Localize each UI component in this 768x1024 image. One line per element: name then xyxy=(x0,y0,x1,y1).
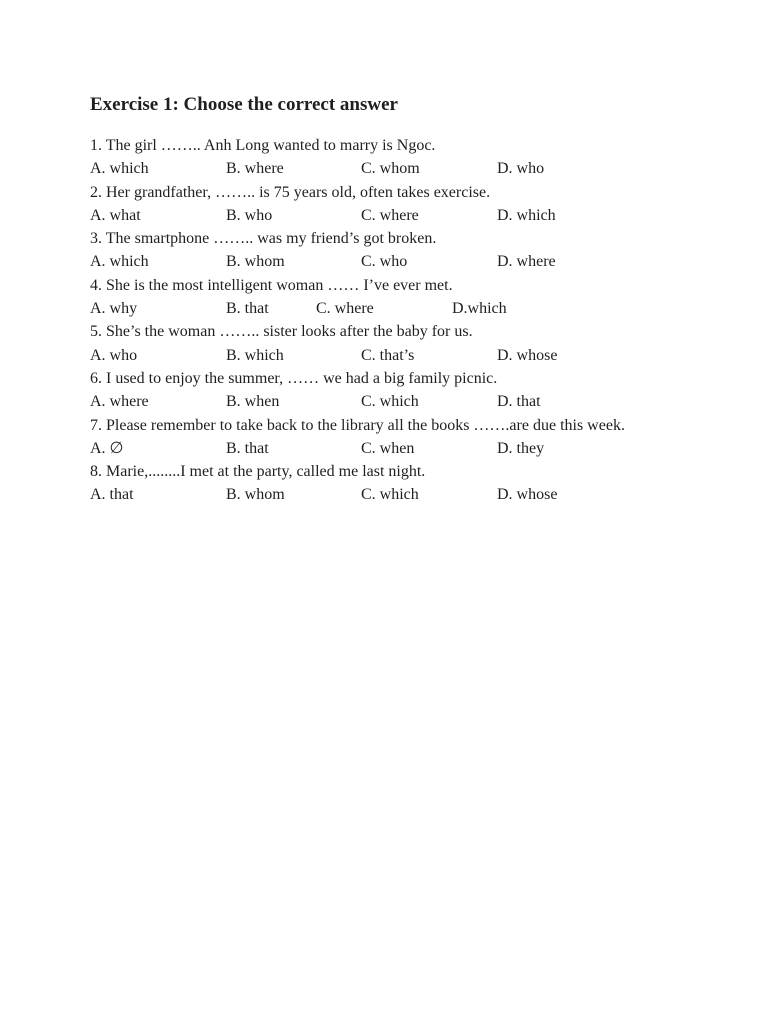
option-d: D. who xyxy=(497,160,545,178)
option-c: C. where xyxy=(316,300,374,318)
question-2 xyxy=(90,181,710,228)
question-text: 1. The girl …….. Anh Long wanted to marry is Ngoc. xyxy=(90,137,436,154)
option-b: B. when xyxy=(226,393,280,411)
question-text: 3. The smartphone …….. was my friend’s got broken. xyxy=(90,230,437,248)
question-1 xyxy=(90,134,710,181)
question-4 xyxy=(90,274,710,321)
option-c: C. when xyxy=(361,439,415,457)
option-d: D.which xyxy=(452,300,507,318)
option-b: B. that xyxy=(226,300,269,318)
question-7 xyxy=(90,414,710,461)
option-c: C. who xyxy=(361,253,408,271)
answer-options xyxy=(90,483,710,506)
question-8 xyxy=(90,460,710,507)
answer-options xyxy=(90,390,710,413)
option-c: C. which xyxy=(361,393,419,411)
option-c: C. whom xyxy=(361,160,420,178)
question-text: 6. I used to enjoy the summer, …… we had a big family picnic. xyxy=(90,369,498,387)
option-d: D. where xyxy=(497,253,556,271)
option-a: A. where xyxy=(90,393,149,411)
option-c: C. that’s xyxy=(361,346,415,364)
answer-options xyxy=(90,204,710,227)
answer-options xyxy=(90,437,710,460)
option-c: C. where xyxy=(361,206,419,224)
option-b: B. that xyxy=(226,439,269,457)
option-a: A. ∅ xyxy=(90,439,124,457)
answer-options xyxy=(90,250,710,273)
option-d: D. whose xyxy=(497,486,558,504)
option-c: C. which xyxy=(361,486,419,504)
option-a: A. why xyxy=(90,300,138,318)
question-text: 5. She’s the woman …….. sister looks after the baby for us. xyxy=(90,323,473,341)
question-5 xyxy=(90,320,710,367)
option-d: D. that xyxy=(497,393,541,411)
question-text: 8. Marie,........I met at the party, called me last night. xyxy=(90,463,426,481)
exercise-title: Exercise 1: Choose the correct answer xyxy=(90,94,398,115)
option-d: D. whose xyxy=(497,346,558,364)
question-6 xyxy=(90,367,710,414)
option-b: B. which xyxy=(226,346,284,364)
option-a: A. what xyxy=(90,206,141,224)
question-text: 7. Please remember to take back to the library all the books …….are due this week. xyxy=(90,416,625,434)
option-b: B. whom xyxy=(226,253,285,271)
question-text: 2. Her grandfather, …….. is 75 years old, often takes exercise. xyxy=(90,183,491,201)
option-a: A. which xyxy=(90,160,149,178)
document-page xyxy=(90,93,710,507)
option-d: D. they xyxy=(497,439,545,457)
option-a: A. which xyxy=(90,253,149,271)
option-b: B. whom xyxy=(226,486,285,504)
answer-options xyxy=(90,344,710,367)
option-b: B. who xyxy=(226,206,273,224)
option-a: A. who xyxy=(90,346,138,364)
answer-options xyxy=(90,157,710,180)
question-text: 4. She is the most intelligent woman …… I’ve ever met. xyxy=(90,276,453,294)
option-b: B. where xyxy=(226,160,284,178)
option-d: D. which xyxy=(497,206,556,224)
question-3 xyxy=(90,227,710,274)
answer-options xyxy=(90,297,710,320)
option-a: A. that xyxy=(90,486,134,504)
